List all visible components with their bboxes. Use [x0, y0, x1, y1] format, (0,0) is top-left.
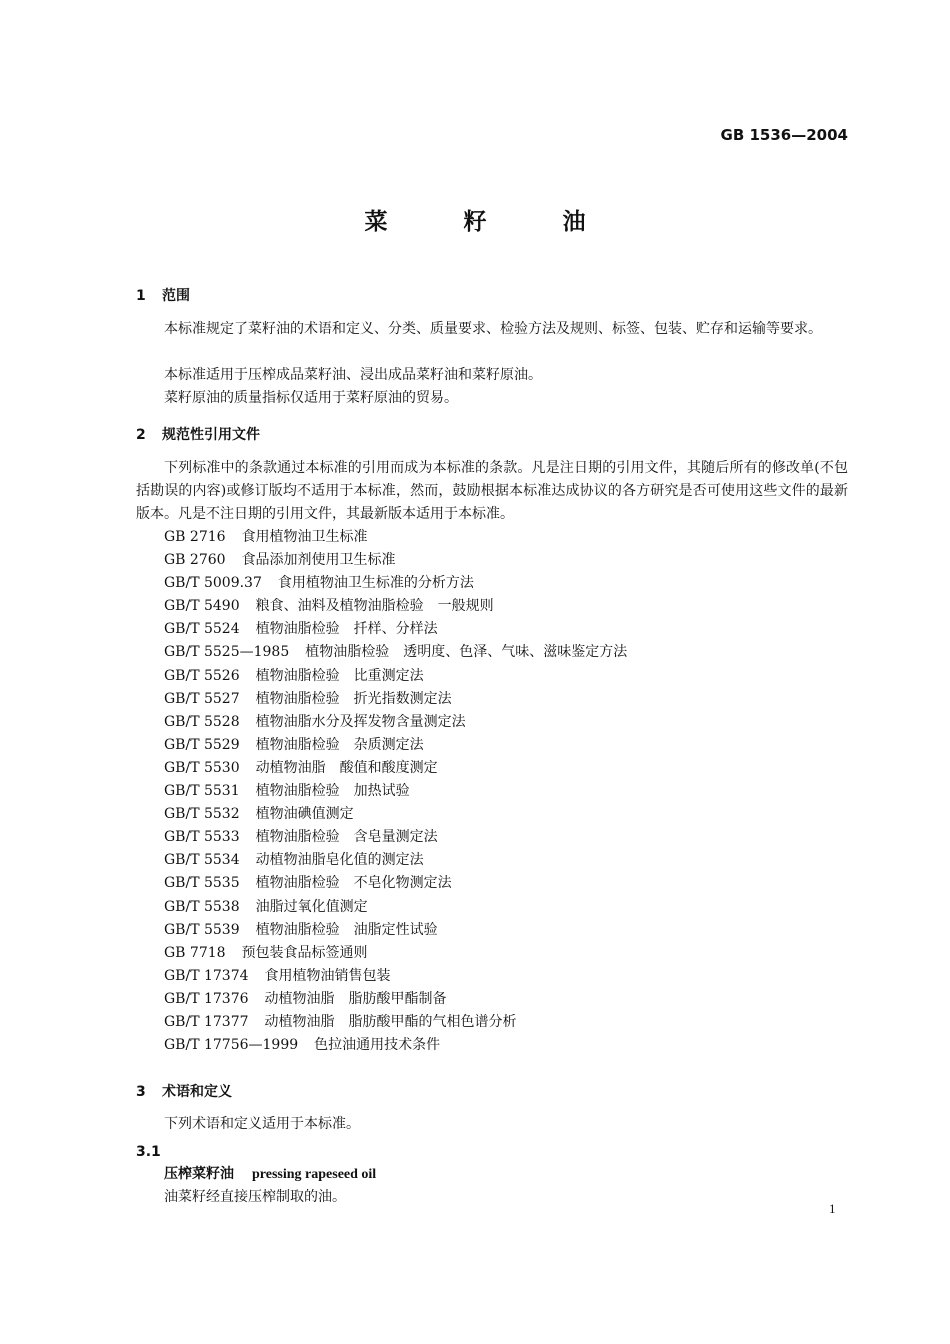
term-number: 3.1 — [136, 1144, 161, 1160]
section-title: 规范性引用文件 — [162, 427, 260, 443]
reference-code: GB/T 5531 — [164, 783, 240, 800]
section-heading-terms — [136, 1081, 232, 1101]
reference-code: GB/T 5528 — [164, 713, 240, 730]
reference-item — [164, 757, 627, 780]
document-title — [0, 203, 950, 236]
term-definition: 油菜籽经直接压榨制取的油。 — [164, 1189, 346, 1205]
reference-code: GB/T 17377 — [164, 1013, 249, 1030]
reference-name: 动植物油脂 脂肪酸甲酯制备 — [264, 990, 447, 1007]
reference-code: GB/T 5534 — [164, 852, 240, 869]
reference-list — [164, 526, 627, 1057]
section-number: 1 — [136, 288, 146, 304]
reference-code: GB/T 17374 — [164, 967, 249, 984]
scope-paragraph-1: 本标准规定了菜籽油的术语和定义、分类、质量要求、检验方法及规则、标签、包装、贮存和运输等要求。 — [164, 321, 822, 337]
term-chinese: 压榨菜籽油 — [164, 1166, 234, 1182]
reference-name: 植物油脂检验 含皂量测定法 — [255, 829, 438, 846]
reference-code: GB/T 5533 — [164, 829, 240, 846]
term-english: pressing rapeseed oil — [252, 1167, 377, 1182]
reference-item — [164, 849, 627, 872]
reference-item — [164, 711, 627, 734]
reference-code: GB/T 5535 — [164, 875, 240, 892]
reference-item — [164, 526, 627, 549]
reference-code: GB/T 5529 — [164, 736, 240, 753]
reference-name: 植物油脂检验 折光指数测定法 — [255, 690, 452, 707]
reference-item — [164, 872, 627, 895]
reference-item — [164, 942, 627, 965]
reference-code: GB 2716 — [164, 529, 226, 545]
standard-code: GB 1536—2004 — [720, 126, 848, 144]
reference-code: GB/T 5527 — [164, 690, 240, 707]
references-intro: 下列标准中的条款通过本标准的引用而成为本标准的条款。凡是注日期的引用文件，其随后所有的修改单(不包括勘误的内容)或修订版均不适用于本标准，然而，鼓励根据本标准达成协议的各方研究是否可使用这些文件的最新版本。凡是不注日期的引用文件，其最新版本适用于本标准。 — [136, 460, 848, 522]
section-number: 2 — [136, 427, 146, 443]
section-title: 术语和定义 — [162, 1084, 232, 1100]
term-entry — [164, 1163, 376, 1183]
reference-code: GB 2760 — [164, 552, 226, 569]
reference-code: GB/T 5530 — [164, 759, 240, 776]
reference-code: GB/T 17756—1999 — [164, 1037, 299, 1054]
reference-item — [164, 780, 627, 803]
reference-item — [164, 988, 627, 1011]
page-number: 1 — [829, 1201, 836, 1216]
reference-item — [164, 572, 627, 595]
reference-name: 色拉油通用技术条件 — [314, 1037, 441, 1054]
reference-name: 植物油脂检验 不皂化物测定法 — [255, 875, 452, 892]
reference-name: 植物油碘值测定 — [255, 806, 354, 823]
reference-code: GB/T 5532 — [164, 806, 240, 823]
reference-name: 植物油脂检验 杂质测定法 — [255, 736, 424, 753]
reference-name: 植物油脂检验 加热试验 — [255, 783, 410, 800]
reference-name: 植物油脂水分及挥发物含量测定法 — [255, 713, 466, 730]
reference-code: GB/T 17376 — [164, 990, 249, 1007]
reference-code: GB 7718 — [164, 944, 226, 961]
reference-name: 动植物油脂皂化值的测定法 — [255, 852, 424, 869]
reference-item — [164, 641, 627, 664]
reference-item — [164, 665, 627, 688]
reference-name: 预包装食品标签通则 — [241, 944, 368, 961]
section-title: 范围 — [162, 288, 190, 304]
reference-item — [164, 826, 627, 849]
section-heading-references — [136, 424, 260, 444]
reference-name: 食用植物油卫生标准的分析方法 — [277, 575, 474, 592]
reference-item — [164, 803, 627, 826]
scope-paragraph-3: 菜籽原油的质量指标仅适用于菜籽原油的贸易。 — [164, 390, 458, 406]
title-char: 油 — [562, 209, 586, 235]
title-char: 菜 — [364, 209, 388, 235]
terms-intro: 下列术语和定义适用于本标准。 — [164, 1116, 360, 1132]
reference-name: 食品添加剂使用卫生标准 — [241, 552, 396, 569]
reference-code: GB/T 5490 — [164, 598, 240, 615]
reference-code: GB/T 5524 — [164, 621, 240, 638]
reference-name: 动植物油脂 酸值和酸度测定 — [255, 759, 438, 776]
reference-code: GB/T 5009.37 — [164, 575, 262, 592]
reference-code: GB/T 5526 — [164, 667, 240, 684]
reference-code: GB/T 5539 — [164, 921, 240, 938]
reference-name: 食用植物油销售包装 — [264, 967, 391, 984]
reference-item — [164, 1011, 627, 1034]
reference-name: 植物油脂检验 油脂定性试验 — [255, 921, 438, 938]
scope-paragraph-2: 本标准适用于压榨成品菜籽油、浸出成品菜籽油和菜籽原油。 — [164, 367, 542, 383]
reference-item — [164, 688, 627, 711]
reference-name: 油脂过氧化值测定 — [255, 898, 368, 915]
reference-item — [164, 896, 627, 919]
reference-code: GB/T 5525—1985 — [164, 644, 290, 661]
reference-item — [164, 1034, 627, 1057]
reference-name: 植物油脂检验 扦样、分样法 — [255, 621, 438, 638]
reference-name: 食用植物油卫生标准 — [241, 529, 368, 545]
reference-name: 植物油脂检验 比重测定法 — [255, 667, 424, 684]
reference-item — [164, 549, 627, 572]
reference-name: 动植物油脂 脂肪酸甲酯的气相色谱分析 — [264, 1013, 517, 1030]
section-number: 3 — [136, 1084, 146, 1100]
reference-item — [164, 965, 627, 988]
reference-item — [164, 595, 627, 618]
title-char: 籽 — [463, 209, 487, 235]
reference-name: 粮食、油料及植物油脂检验 一般规则 — [255, 598, 494, 615]
reference-code: GB/T 5538 — [164, 898, 240, 915]
reference-name: 植物油脂检验 透明度、色泽、气味、滋味鉴定方法 — [305, 644, 628, 661]
reference-item — [164, 734, 627, 757]
reference-item — [164, 919, 627, 942]
section-heading-scope — [136, 285, 190, 305]
reference-item — [164, 618, 627, 641]
